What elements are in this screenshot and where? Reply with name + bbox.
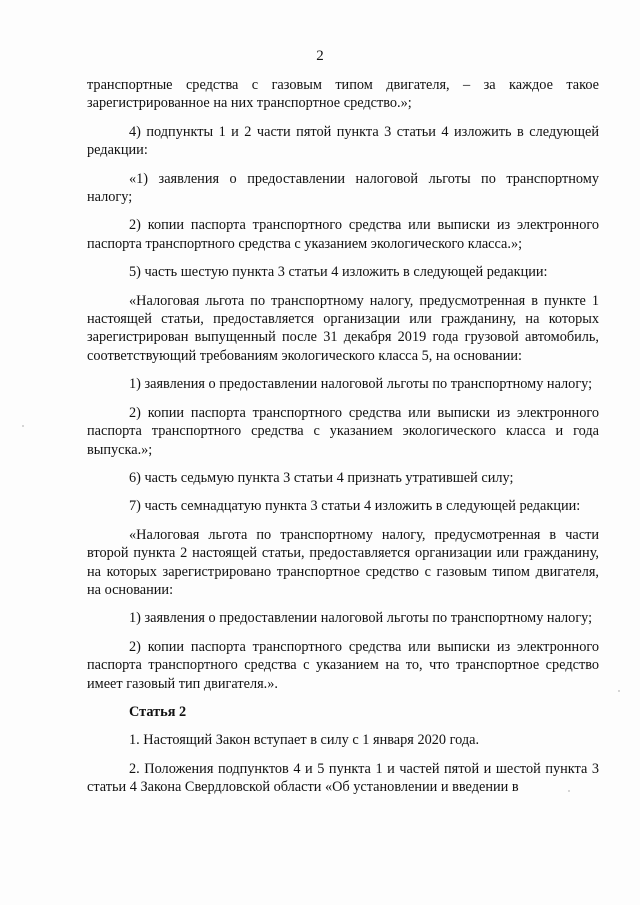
quoted-subitem-1c: 1) заявления о предоставлении налоговой льготы по транспортному налогу;: [129, 610, 593, 627]
quoted-subitem-1b: 1) заявления о предоставлении налоговой льготы по транспортному налогу;: [129, 376, 593, 393]
quoted-subitem-2b: 2) копии паспорта транспортного средства или выписки из электронного паспорта транспортного средства с указанием экологического класса и года выпуска.»;: [87, 404, 599, 458]
quoted-subitem-2c: 2) копии паспорта транспортного средства или выписки из электронного паспорта транспортного средства с указанием на то, что транспортное средство имеет газовый тип двигателя.».: [87, 638, 599, 692]
page-number: 2: [316, 48, 324, 64]
scan-speck: [618, 690, 620, 692]
paragraph-item-5: 5) часть шестую пункта 3 статьи 4 изложить в следующей редакции:: [129, 264, 548, 281]
quoted-subitem-1: «1) заявления о предоставлении налоговой льготы по транспортному налогу;: [87, 170, 599, 206]
paragraph-item-7: 7) часть семнадцатую пункта 3 статьи 4 изложить в следующей редакции:: [129, 498, 581, 515]
quoted-paragraph-benefit-gas: «Налоговая льгота по транспортному налогу, предусмотренная в части второй пункта 2 настоящей статьи, предоставляется организации или гражданину, на которых зарегистрировано транспортное средство с газовым типом двигателя, на основании:: [87, 526, 599, 598]
article-2-clause-1: 1. Настоящий Закон вступает в силу с 1 января 2020 года.: [129, 732, 480, 749]
document-body: [87, 76, 599, 807]
quoted-paragraph-benefit-class5: «Налоговая льгота по транспортному налогу, предусмотренная в пункте 1 настоящей статьи, предоставляется организации или гражданину, на которых зарегистрирован выпущенный после 31 декабря 2019 года грузовой автомобиль, соответствующий требованиям экологического класса 5, на основании:: [87, 292, 599, 364]
paragraph-continuation: транспортные средства с газовым типом двигателя, – за каждое такое зарегистрированное на них транспортное средство.»;: [87, 77, 599, 112]
article-2-heading: Статья 2: [129, 703, 187, 720]
article-2-clause-2: 2. Положения подпунктов 4 и 5 пункта 1 и частей пятой и шестой пункта 3 статьи 4 Закона Свердловской области «Об установлении и введении в: [87, 760, 599, 796]
quoted-subitem-2: 2) копии паспорта транспортного средства или выписки из электронного паспорта транспортного средства с указанием экологического класса.»;: [87, 217, 599, 252]
paragraph-item-6: 6) часть седьмую пункта 3 статьи 4 признать утратившей силу;: [129, 469, 514, 486]
scan-speck: [22, 425, 24, 427]
scan-speck: [568, 790, 570, 792]
paragraph-item-4: 4) подпункты 1 и 2 части пятой пункта 3 статьи 4 изложить в следующей редакции:: [87, 123, 599, 159]
